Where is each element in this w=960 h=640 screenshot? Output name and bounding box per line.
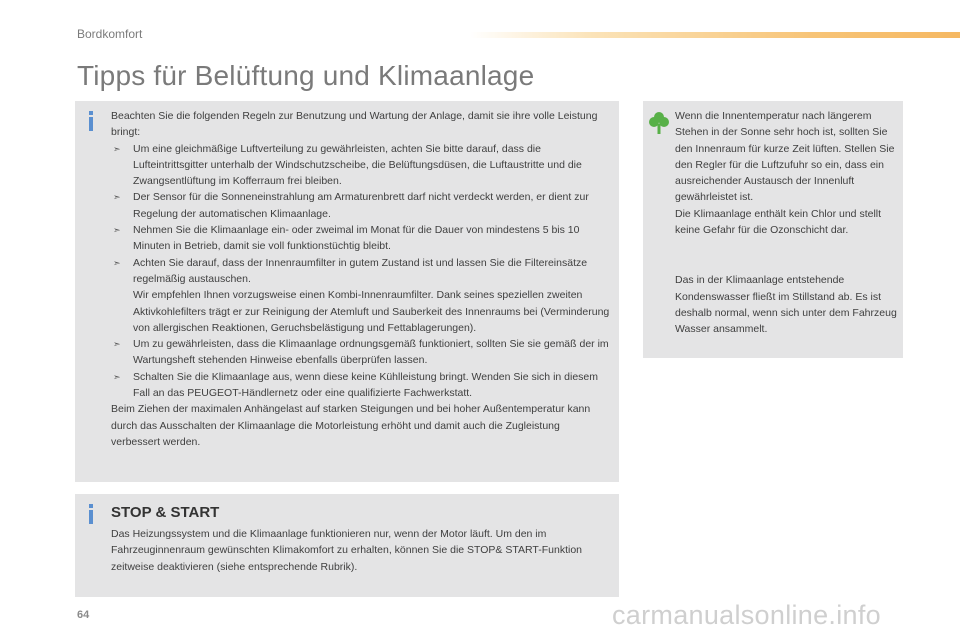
arrow-bullet-icon: ➣ <box>113 225 121 236</box>
info-icon <box>86 504 96 524</box>
list-item: ➣ Um zu gewährleisten, dass die Klimaanlage ordnungsgemäß funktioniert, sollten Sie sie gemäß der im Wartungsheft stehenden Hinweise ebenfalls überprüfen lassen. <box>113 338 609 367</box>
arrow-bullet-icon: ➣ <box>113 143 121 154</box>
list-item: ➣ Achten Sie darauf, dass der Innenraumfilter in gutem Zustand ist und lassen Sie die Filtereinsätze regelmäßig austauschen. Wir empfehlen Ihnen vorzugsweise einen Kombi-Innenraumfilter. Dank seines speziellen zweiten Aktivkohlefilters trägt er zur Reinigung der Atemluft und Sauberkeit des Innenraums bei (Verminderung von allergischen Reaktionen, Geruchsbelästigung und Fettablagerungen). <box>113 256 610 334</box>
filter-note: Wir empfehlen Ihnen vorzugsweise einen Kombi-Innenraumfilter. Dank seines speziellen zweiten Aktivkohlefilters trägt er zur Reinigung der Atemluft und Sauberkeit des Innenraums bei (Verminderung von allergischen Reaktionen, Geruchsbelästigung und Fettablagerungen). <box>133 289 610 334</box>
info-icon <box>86 111 96 131</box>
watermark: carmanualsonline.info <box>612 600 881 630</box>
eco-tip-text <box>675 108 897 338</box>
arrow-bullet-icon: ➣ <box>113 257 121 268</box>
eco-para-3: Das in der Klimaanlage entstehende Kondenswasser fließt im Stillstand ab. Es ist deshalb normal, wenn sich unter dem Fahrzeug Wasser ansammelt. <box>675 274 897 336</box>
intro-text: Beachten Sie die folgenden Regeln zur Benutzung und Wartung der Anlage, damit sie ihre volle Leistung bringt: <box>111 110 598 139</box>
arrow-bullet-icon: ➣ <box>113 192 121 203</box>
arrow-bullet-icon: ➣ <box>113 339 121 350</box>
eco-para-2: Die Klimaanlage enthält kein Chlor und stellt keine Gefahr für die Ozonschicht dar. <box>675 207 882 237</box>
outro-text: Beim Ziehen der maximalen Anhängelast auf starken Steigungen und bei hoher Außentemperatur kann durch das Ausschalten der Klimaanlage die Motorleistung erhöht und damit auch die Zugleistung verbessert werden. <box>111 403 591 448</box>
stop-start-title: STOP & START <box>111 504 220 521</box>
page-title: Tipps für Belüftung und Klimaanlage <box>77 60 535 91</box>
list-item: ➣ Der Sensor für die Sonneneinstrahlung am Armaturenbrett darf nicht verdeckt werden, er dient zur Regelung der automatischen Klimaanlage. <box>113 191 589 220</box>
section-label: Bordkomfort <box>77 27 143 41</box>
list-item: ➣ Um eine gleichmäßige Luftverteilung zu gewährleisten, achten Sie bitte darauf, dass die Lufteintrittsgitter unterhalb der Windschutzscheibe, die Belüftungsdüsen, die Luftaustritte und die Zwangsentlüftung im Kofferraum frei bleiben. <box>113 142 582 188</box>
page-number: 64 <box>77 609 90 621</box>
main-info-text <box>111 108 611 450</box>
tree-icon <box>649 111 669 135</box>
arrow-bullet-icon: ➣ <box>113 371 121 382</box>
list-item: ➣ Schalten Sie die Klimaanlage aus, wenn diese keine Kühlleistung bringt. Wenden Sie sich in diesem Fall an das PEUGEOT-Händlernetz oder eine qualifizierte Fachwerkstatt. <box>113 370 599 400</box>
tips-list <box>111 141 611 402</box>
list-item: ➣ Nehmen Sie die Klimaanlage ein- oder zweimal im Monat für die Dauer von mindestens 5 bis 10 Minuten in Betrieb, damit sie voll funktionstüchtig bleibt. <box>113 224 580 253</box>
stop-start-text: Das Heizungssystem und die Klimaanlage funktionieren nur, wenn der Motor läuft. Um den im Fahrzeuginnenraum gewünschten Klimakomfort zu erhalten, können Sie die STOP& START-Funktion zeitweise deaktivieren (siehe entsprechende Rubrik). <box>111 528 582 573</box>
eco-para-1: Wenn die Innentemperatur nach längerem Stehen in der Sonne sehr hoch ist, sollten Sie den Innenraum für kurze Zeit lüften. Stellen Sie den Regler für die Luftzufuhr so ein, dass ein ausreichender Austausch der Innenluft gewährleistet ist. <box>675 110 895 204</box>
header-accent-line <box>470 32 960 38</box>
